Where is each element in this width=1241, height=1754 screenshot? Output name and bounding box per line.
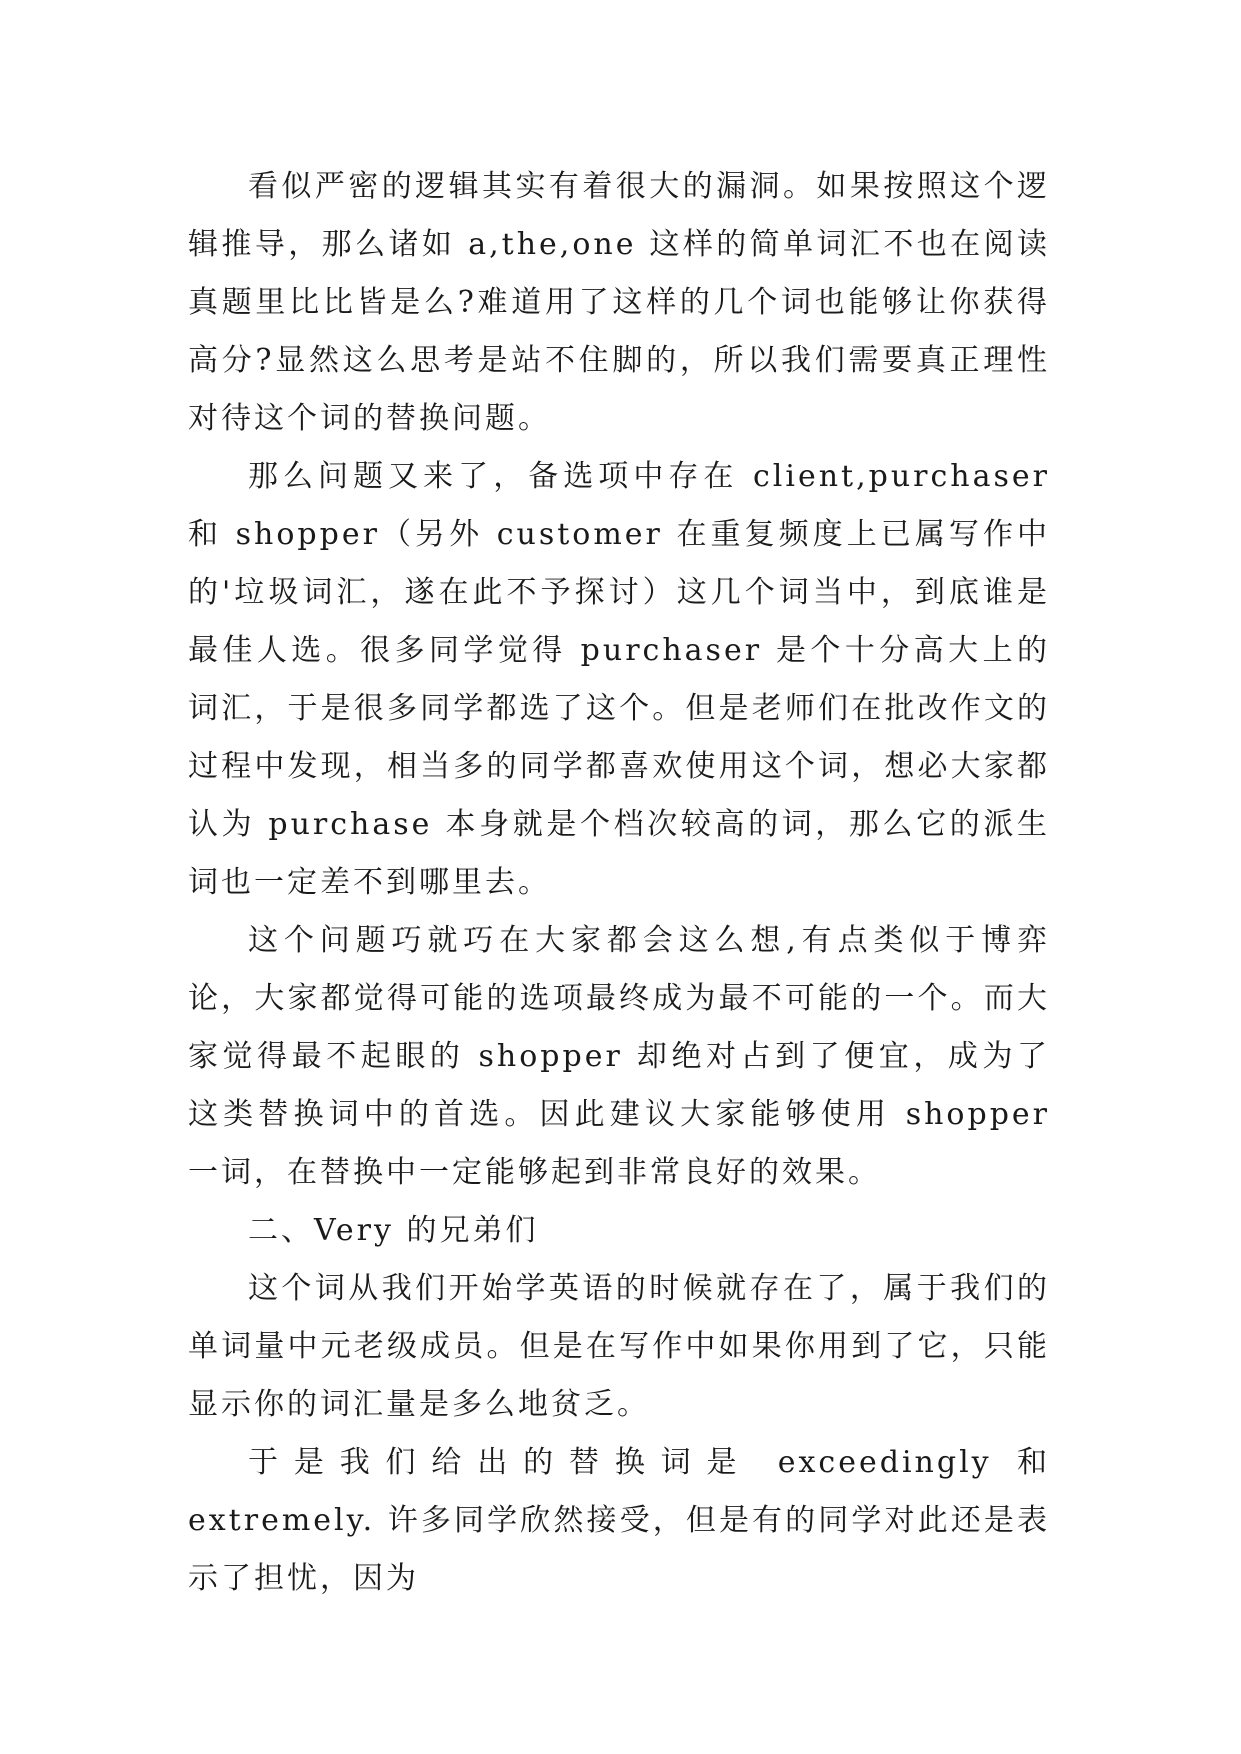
section-heading-very: 二、Very 的兄弟们 [248, 1213, 539, 1248]
body-text [188, 158, 1050, 1608]
paragraph-game-theory: 这个问题巧就巧在大家都会这么想,有点类似于博弈论，大家都觉得可能的选项最终成为最不可能的一个。而大家觉得最不起眼的 shopper 却绝对占到了便宜，成为了这类替换词中的首选。因此建议大家能够使用 shopper 一词，在替换中一定能够起到非常良好的效果。 [188, 923, 1050, 1190]
paragraph-candidate-words: 那么问题又来了，备选项中存在 client,purchaser 和 shopper（另外 customer 在重复频度上已属写作中的'垃圾词汇，遂在此不予探讨）这几个词当中，到底谁是最佳人选。很多同学觉得 purchaser 是个十分高大上的词汇，于是很多同学都选了这个。但是老师们在批改作文的过程中发现，相当多的同学都喜欢使用这个词，想必大家都认为 purchase 本身就是个档次较高的词，那么它的派生词也一定差不到哪里去。 [188, 459, 1050, 900]
paragraph-replacements: 于是我们给出的替换词是 exceedingly 和 extremely. 许多同学欣然接受，但是有的同学对此还是表示了担忧，因为 [188, 1445, 1050, 1596]
paragraph-very-intro: 这个词从我们开始学英语的时候就存在了，属于我们的单词量中元老级成员。但是在写作中如果你用到了它，只能显示你的词汇量是多么地贫乏。 [188, 1271, 1050, 1422]
paragraph-logic-loophole: 看似严密的逻辑其实有着很大的漏洞。如果按照这个逻辑推导，那么诸如 a,the,one 这样的简单词汇不也在阅读真题里比比皆是么?难道用了这样的几个词也能够让你获得高分?显然这么思考是站不住脚的，所以我们需要真正理性对待这个词的替换问题。 [188, 169, 1050, 436]
